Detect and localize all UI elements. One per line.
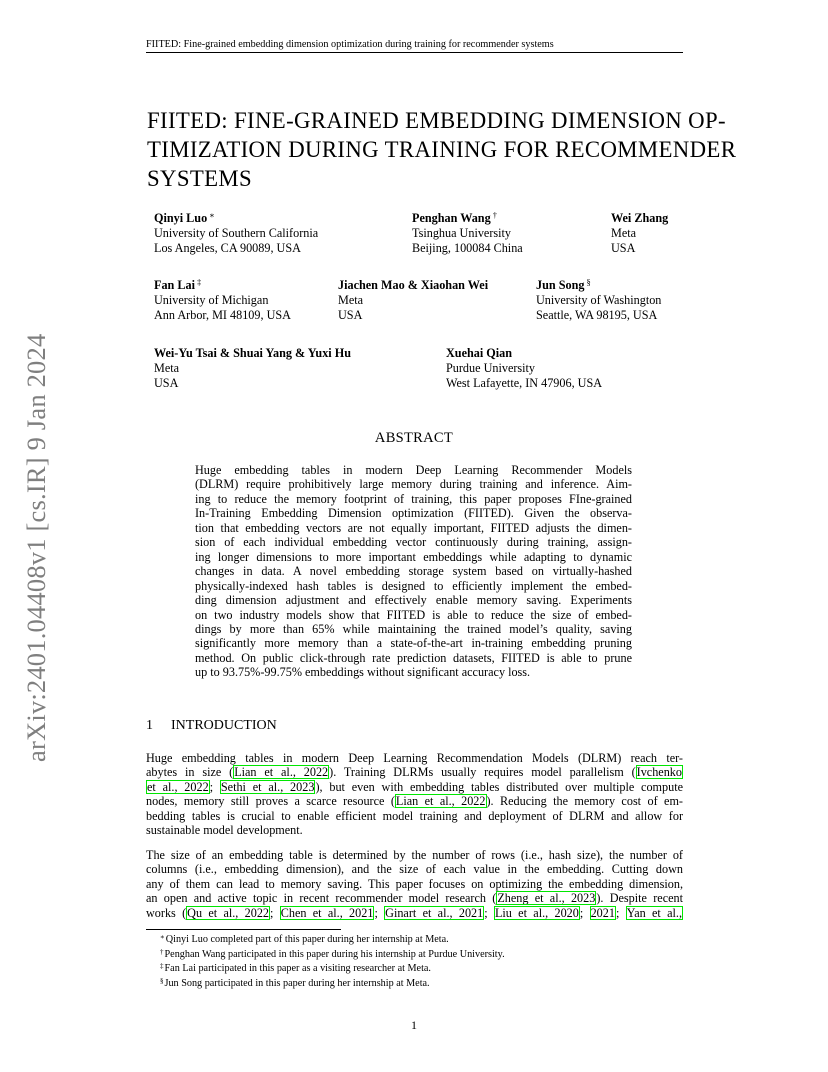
paragraph-line bbox=[146, 765, 683, 779]
author-block bbox=[611, 211, 668, 257]
text-run: works ( bbox=[146, 905, 187, 920]
abstract-line: up to 93.75%-99.75% embeddings without significant accuracy loss. bbox=[195, 665, 531, 680]
text-run: ). Despite recent bbox=[596, 891, 683, 906]
section-title: INTRODUCTION bbox=[171, 718, 277, 733]
author-affiliation: Tsinghua University bbox=[412, 226, 512, 241]
title-line-1: FIITED: FINE-GRAINED EMBEDDING DIMENSION OP- bbox=[147, 108, 726, 133]
citation-link[interactable]: Qu et al., 2022 bbox=[187, 905, 270, 920]
text-run: ; bbox=[615, 905, 626, 920]
author-footnote-mark[interactable]: § bbox=[586, 277, 591, 287]
author-name: Jun Song bbox=[536, 278, 585, 292]
running-header: FIITED: Fine-grained embedding dimension optimization during training for recommender systems bbox=[146, 38, 683, 53]
footnote bbox=[160, 948, 505, 963]
abstract-line: ding dimension adjustment and effectively enable memory saving. Experiments bbox=[195, 593, 632, 608]
footnote-mark: § bbox=[160, 976, 164, 985]
citation-link[interactable]: Yan et al., bbox=[626, 905, 683, 920]
text-run: ; bbox=[484, 905, 494, 920]
author-footnote-mark[interactable]: ‡ bbox=[196, 277, 202, 287]
citation-link[interactable]: Liu et al., 2020 bbox=[494, 905, 579, 920]
paragraph-line bbox=[146, 891, 683, 905]
abstract-line: significantly more memory than a state-of-the-art in-training embedding pruning bbox=[195, 636, 632, 651]
author-location: Seattle, WA 98195, USA bbox=[536, 308, 658, 323]
author-name: Wei-Yu Tsai & Shuai Yang & Yuxi Hu bbox=[154, 346, 351, 360]
author-name: Jiachen Mao & Xiaohan Wei bbox=[338, 278, 489, 292]
paragraph-line bbox=[146, 780, 683, 794]
citation-link[interactable]: Sethi et al., 2023 bbox=[220, 779, 315, 794]
author-affiliation: University of Washington bbox=[536, 293, 662, 308]
footnote-mark: ‡ bbox=[160, 962, 164, 971]
text-run: abytes in size ( bbox=[146, 765, 234, 780]
text-run: ), but even with embedding tables distributed over multiple compute bbox=[315, 779, 683, 794]
footnote bbox=[160, 977, 505, 992]
paragraph-line: sustainable model development. bbox=[146, 823, 303, 838]
abstract-line: sion of each individual embedding vector continuously during training, assign- bbox=[195, 535, 632, 550]
citation-link[interactable]: 2021 bbox=[590, 905, 615, 920]
abstract-line: on two industry models show that FIITED is able to reduce the size of embed- bbox=[195, 607, 632, 622]
paragraph-line: any of them can lead to memory saving. This paper focuses on optimizing the embedding dimension, bbox=[146, 876, 683, 891]
author-block bbox=[446, 346, 602, 392]
text-run: ). Training DLRMs usually requires model parallelism ( bbox=[329, 765, 636, 780]
author-affiliation: University of Southern California bbox=[154, 226, 319, 241]
citation-link[interactable]: Chen et al., 2021 bbox=[280, 905, 374, 920]
author-block bbox=[338, 278, 488, 324]
paragraph-line bbox=[146, 794, 683, 808]
author-location: West Lafayette, IN 47906, USA bbox=[446, 376, 603, 391]
text-run: ; bbox=[270, 905, 280, 920]
intro-paragraph-1 bbox=[146, 751, 683, 838]
citation-link[interactable]: Ginart et al., 2021 bbox=[385, 905, 484, 920]
footnote-text: Fan Lai participated in this paper as a visiting researcher at Meta. bbox=[164, 963, 431, 975]
author-affiliation: Meta bbox=[338, 293, 364, 308]
footnote-mark: ∗ bbox=[160, 933, 165, 941]
abstract-body bbox=[195, 463, 632, 680]
author-block bbox=[412, 211, 523, 257]
text-run: ; bbox=[209, 779, 220, 794]
author-affiliation: Purdue University bbox=[446, 361, 536, 376]
citation-link[interactable]: Zheng et al., 2023 bbox=[497, 891, 596, 906]
author-name: Fan Lai bbox=[154, 278, 195, 292]
abstract-line: Huge embedding tables in modern Deep Learning Recommender Models bbox=[195, 463, 632, 477]
text-run: nodes, memory still proves a scarce resource ( bbox=[146, 794, 395, 809]
paragraph-line: columns (i.e., embedding dimension), and the size of each value in the embedding. Cutting down bbox=[146, 862, 683, 877]
abstract-line: tion that embedding vectors are not equally important, FIITED adjusts the dimen- bbox=[195, 520, 632, 535]
intro-paragraph-2 bbox=[146, 848, 683, 920]
text-run: ). Reducing the memory cost of em- bbox=[486, 794, 683, 809]
text-run: an open and active topic in recent recommender model research ( bbox=[146, 891, 497, 906]
abstract-line: dings by more than 65% while maintaining the trained model’s quality, saving bbox=[195, 621, 632, 636]
author-location: USA bbox=[154, 376, 179, 391]
abstract-line: (DLRM) require prohibitively large memory during training and inference. Aim- bbox=[195, 477, 632, 492]
author-affiliation: Meta bbox=[154, 361, 180, 376]
footnote-mark: † bbox=[160, 947, 164, 956]
author-block bbox=[154, 278, 291, 324]
footnote bbox=[160, 933, 505, 948]
abstract-line: physically-indexed hash tables is designed to efficiently implement the embed- bbox=[195, 578, 632, 593]
paragraph-line: The size of an embedding table is determined by the number of rows (i.e., hash size), the number of bbox=[146, 848, 683, 862]
author-name: Qinyi Luo bbox=[154, 211, 208, 225]
abstract-line: ing longer dimensions to more important embeddings while adapting to dynamic bbox=[195, 549, 632, 564]
author-location: USA bbox=[611, 241, 636, 256]
author-block bbox=[536, 278, 661, 324]
page-number: 1 bbox=[411, 1018, 417, 1032]
footnote-divider bbox=[146, 929, 341, 930]
paragraph-line bbox=[146, 906, 683, 920]
section-number: 1 bbox=[146, 718, 153, 733]
section-heading bbox=[146, 718, 277, 734]
author-affiliation: University of Michigan bbox=[154, 293, 269, 308]
citation-link[interactable]: et al., 2022 bbox=[147, 779, 209, 794]
paragraph-line: bedding tables is crucial to enable efficient model training and deployment of DLRM and allow for bbox=[146, 808, 683, 823]
text-run: ; bbox=[579, 905, 590, 920]
title-line-3: SYSTEMS bbox=[147, 166, 253, 191]
author-location: Ann Arbor, MI 48109, USA bbox=[154, 308, 291, 323]
author-block bbox=[154, 211, 318, 257]
author-name: Xuehai Qian bbox=[446, 346, 513, 360]
abstract-line: ing to reduce the memory footprint of training, this paper proposes FIne-grained bbox=[195, 491, 632, 506]
author-name: Penghan Wang bbox=[412, 211, 491, 225]
author-location: Beijing, 100084 China bbox=[412, 241, 523, 256]
citation-link[interactable]: Ivchenko bbox=[636, 765, 682, 780]
author-footnote-mark[interactable]: ∗ bbox=[209, 210, 215, 220]
text-run: ; bbox=[374, 905, 385, 920]
author-block bbox=[154, 346, 351, 392]
author-affiliation: Meta bbox=[611, 226, 637, 241]
author-footnote-mark[interactable]: † bbox=[492, 210, 497, 220]
footnotes bbox=[160, 933, 505, 991]
title-line-2: TIMIZATION DURING TRAINING FOR RECOMMENDER bbox=[147, 137, 737, 162]
footnote bbox=[160, 962, 505, 977]
paper-title bbox=[147, 106, 737, 193]
abstract-line: In-Training Embedding Dimension optimization (FIITED). Given the observa- bbox=[195, 506, 632, 521]
citation-link[interactable]: Lian et al., 2022 bbox=[395, 794, 486, 809]
abstract-line: method. On public click-through rate prediction datasets, FIITED is able to prune bbox=[195, 650, 632, 665]
citation-link[interactable]: Lian et al., 2022 bbox=[234, 765, 329, 780]
author-location: USA bbox=[338, 308, 363, 323]
abstract-line: changes in data. A novel embedding storage system based on virtually-hashed bbox=[195, 564, 632, 579]
paragraph-line: Huge embedding tables in modern Deep Learning Recommendation Models (DLRM) reach ter- bbox=[146, 751, 683, 765]
author-location: Los Angeles, CA 90089, USA bbox=[154, 241, 301, 256]
arxiv-identifier-stamp[interactable]: arXiv:2401.04408v1 [cs.IR] 9 Jan 2024 bbox=[21, 333, 51, 762]
abstract-heading: ABSTRACT bbox=[374, 430, 454, 446]
footnote-text: Qinyi Luo completed part of this paper during her internship at Meta. bbox=[165, 934, 449, 945]
footnote-text: Penghan Wang participated in this paper during his internship at Purdue University. bbox=[164, 948, 505, 960]
footnote-text: Jun Song participated in this paper during her internship at Meta. bbox=[164, 977, 430, 989]
author-name: Wei Zhang bbox=[611, 211, 669, 225]
